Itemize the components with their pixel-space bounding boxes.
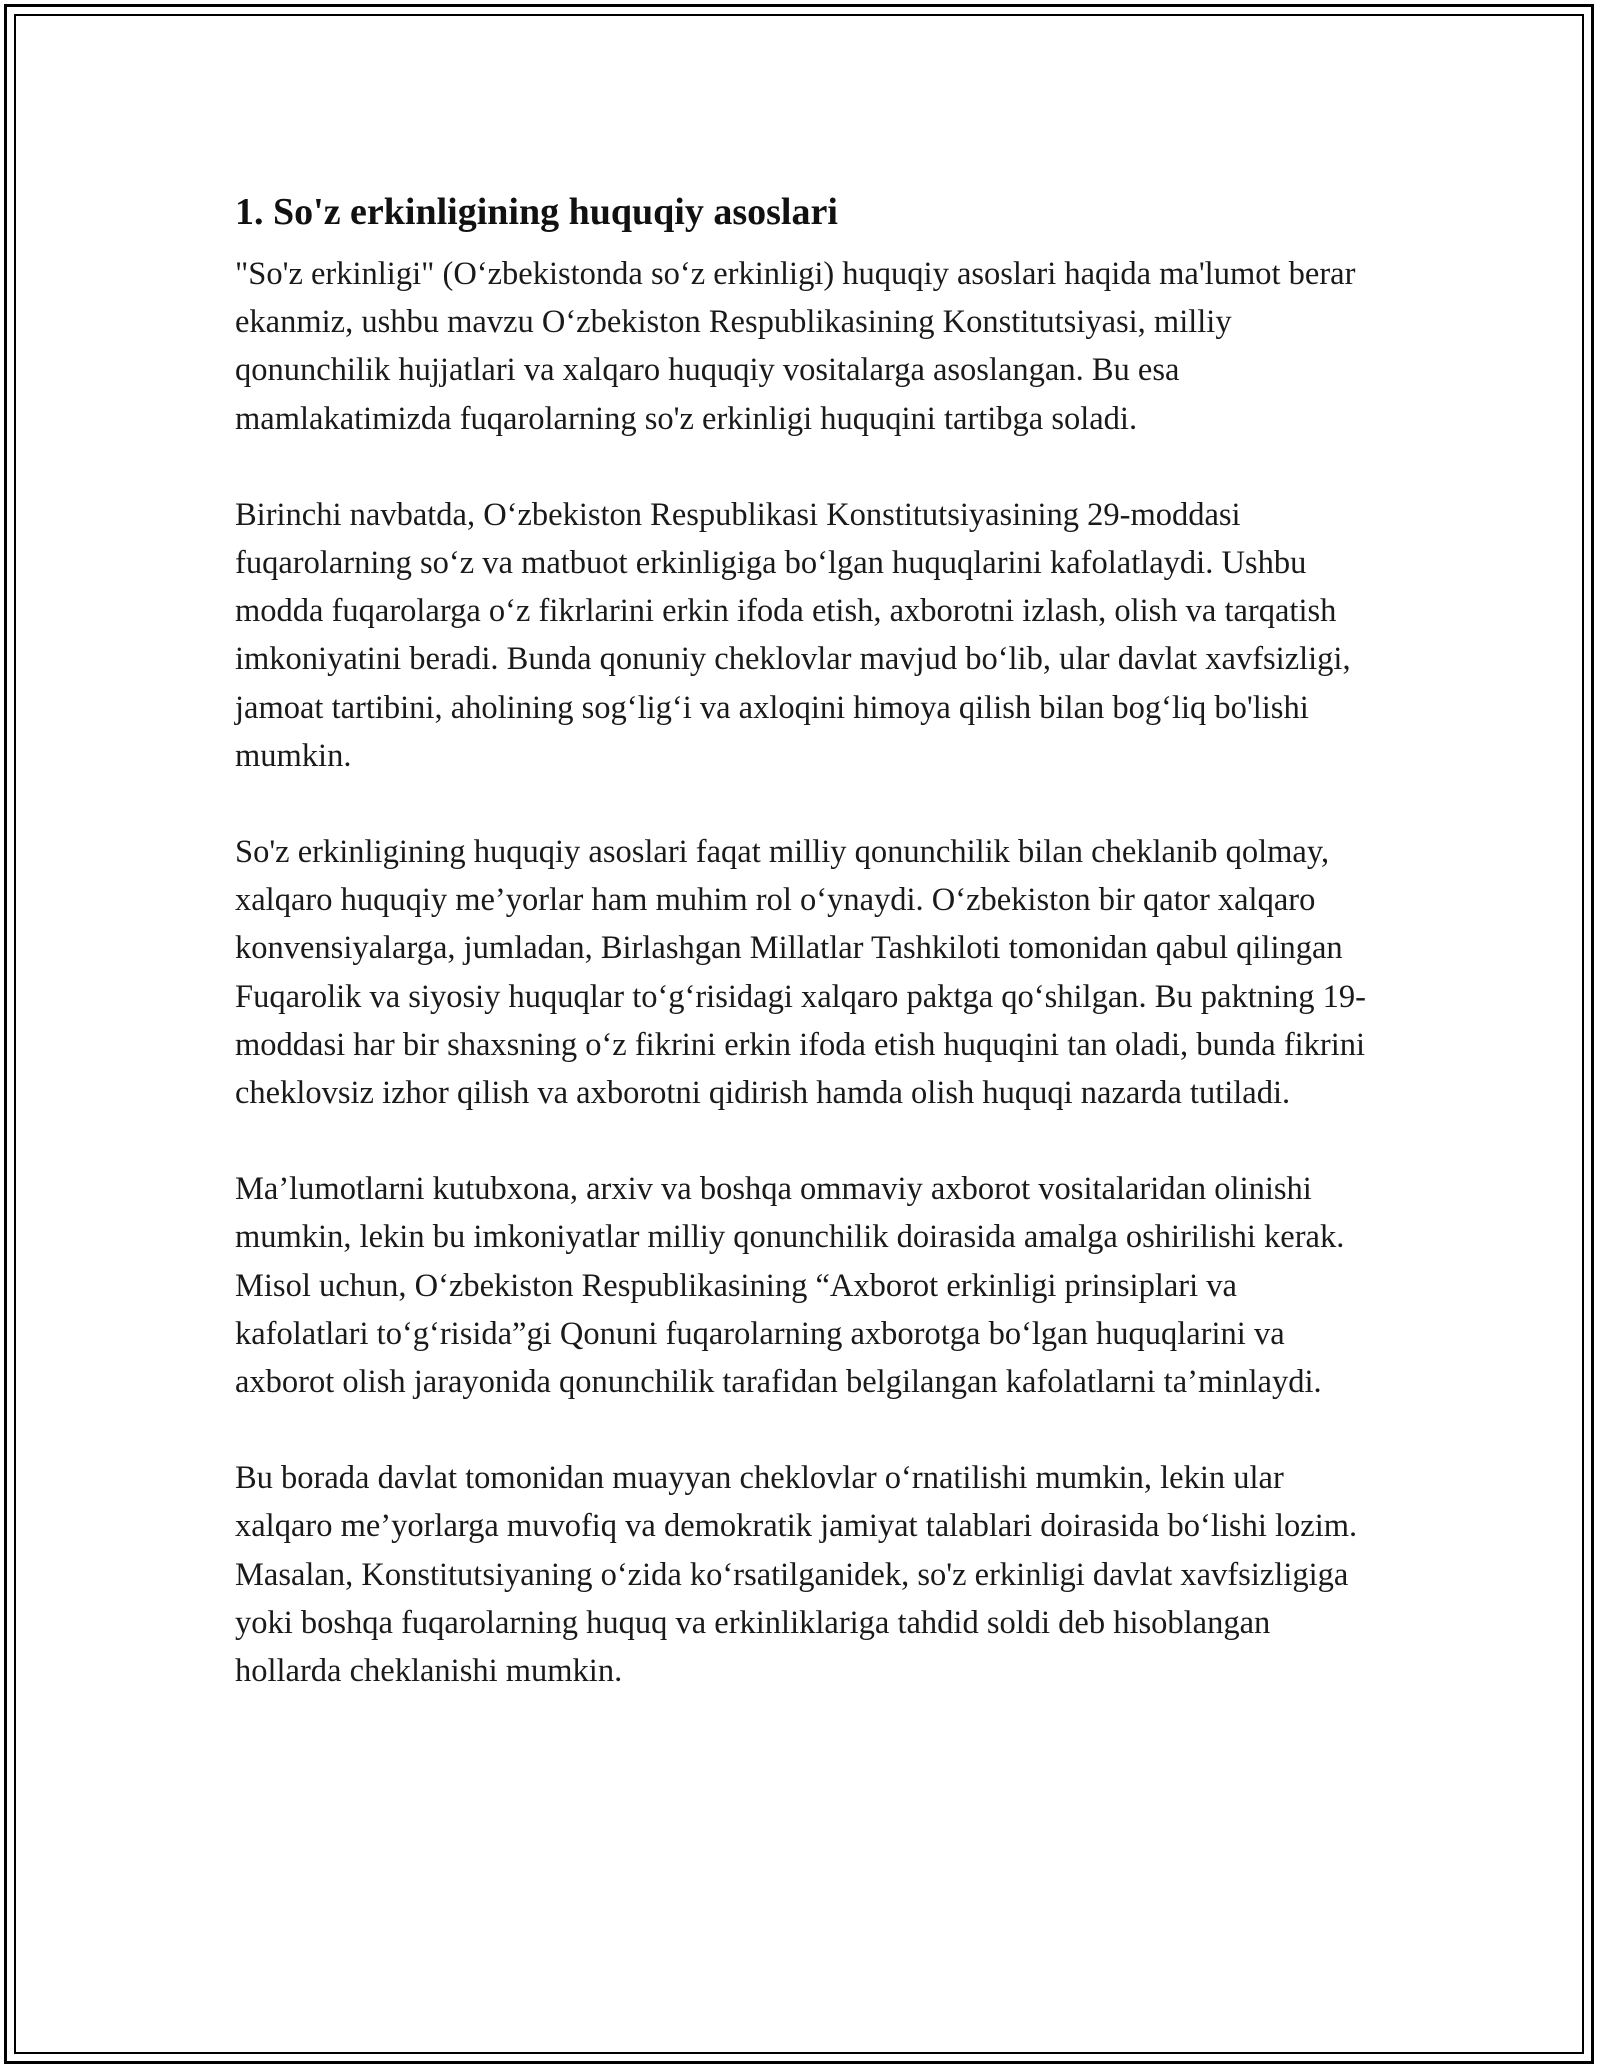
paragraph-2: Birinchi navbatda, O‘zbekiston Respublikasi Konstitutsiyasining 29-moddasi fuqarolarning so‘z va matbuot erkinligiga bo‘lgan huquqlarini kafolatlaydi. Ushbu modda fuqarolarga o‘z fikrlarini erkin ifoda etish, axborotni izlash, olish va tarqatish imkoniyatini beradi. Bunda qonuniy cheklovlar mavjud bo‘lib, ular davlat xavfsizligi, jamoat tartibini, aholining sog‘lig‘i va axloqini himoya qilish bilan bog‘liq bo'lishi mumkin. — [235, 496, 1351, 774]
paragraph-4: Ma’lumotlarni kutubxona, arxiv va boshqa ommaviy axborot vositalaridan olinishi mumkin, lekin bu imkoniyatlar milliy qonunchilik doirasida amalga oshirilishi kerak. Misol uchun, O‘zbekiston Respublikasining “Axborot erkinligi prinsiplari va kafolatlari to‘g‘risida”gi Qonuni fuqarolarning axborotga bo‘lgan huquqlarini va axborot olish jarayonida qonunchilik tarafidan belgilangan kafolatlarni ta’minlaydi. — [235, 1171, 1345, 1401]
document-body — [235, 188, 1375, 1743]
paragraph-1: "So'z erkinligi" (O‘zbekistonda so‘z erkinligi) huquqiy asoslari haqida ma'lumot berar ekanmiz, ushbu mavzu O‘zbekiston Respublikasining Konstitutsiyasi, milliy qonunchilik hujjatlari va xalqaro huquqiy vositalarga asoslangan. Bu esa mamlakatimizda fuqarolarning so'z erkinligi huquqini tartibga soladi. — [235, 256, 1356, 437]
section-title: 1. So'z erkinligining huquqiy asoslari — [235, 191, 838, 233]
paragraph-5: Bu borada davlat tomonidan muayyan cheklovlar o‘rnatilishi mumkin, lekin ular xalqaro me’yorlarga muvofiq va demokratik jamiyat talablari doirasida bo‘lishi lozim. Masalan, Konstitutsiyaning o‘zida ko‘rsatilganidek, so'z erkinligi davlat xavfsizligiga yoki boshqa fuqarolarning huquq va erkinliklariga tahdid soldi deb hisoblangan hollarda cheklanishi mumkin. — [235, 1460, 1358, 1690]
paragraph-3: So'z erkinligining huquqiy asoslari faqat milliy qonunchilik bilan cheklanib qolmay, xalqaro huquqiy me’yorlar ham muhim rol o‘ynaydi. O‘zbekiston bir qator xalqaro konvensiyalarga, jumladan, Birlashgan Millatlar Tashkiloti tomonidan qabul qilingan Fuqarolik va siyosiy huquqlar to‘g‘risidagi xalqaro paktga qo‘shilgan. Bu paktning 19-moddasi har bir shaxsning o‘z fikrini erkin ifoda etish huquqini tan oladi, bunda fikrini cheklovsiz izhor qilish va axborotni qidirish hamda olish huquqi nazarda tutiladi. — [235, 834, 1366, 1112]
